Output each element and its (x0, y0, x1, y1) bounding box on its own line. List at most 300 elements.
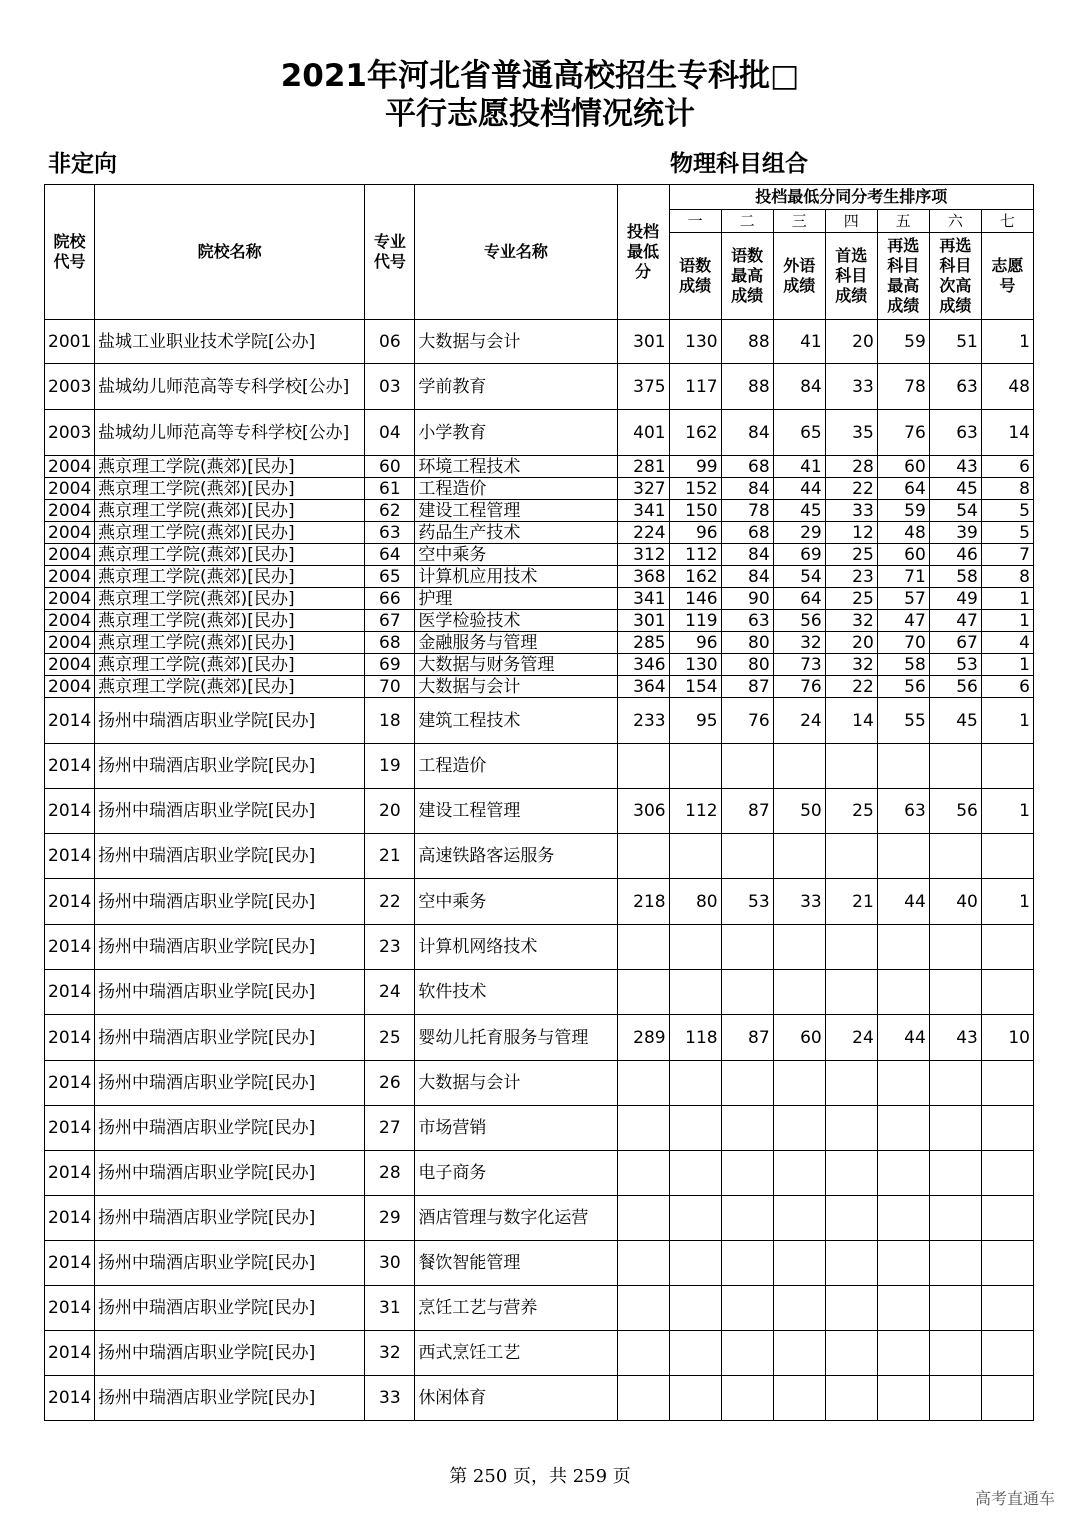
cell-zaixuan-second (929, 1061, 981, 1106)
cell-zhiyuan (981, 1376, 1033, 1421)
header-order-4: 四 (825, 210, 877, 233)
cell-school-name: 盐城幼儿师范高等专科学校[公办] (95, 364, 365, 410)
cell-yushu: 118 (669, 1015, 721, 1061)
cell-school-code: 2014 (45, 879, 95, 925)
table-row (45, 925, 1034, 970)
cell-major-name: 环境工程技术 (415, 456, 617, 478)
cell-major-code: 67 (365, 610, 415, 632)
cell-school-name: 扬州中瑞酒店职业学院[民办] (95, 1106, 365, 1151)
cell-school-name: 扬州中瑞酒店职业学院[民办] (95, 1286, 365, 1331)
cell-shouxuan (825, 1106, 877, 1151)
cell-major-name: 小学教育 (415, 410, 617, 456)
cell-min-score: 375 (617, 364, 669, 410)
cell-major-code: 61 (365, 478, 415, 500)
cell-yushu (669, 1331, 721, 1376)
header-school-code: 院校代号 (45, 185, 95, 320)
cell-min-score (617, 1376, 669, 1421)
cell-major-code: 26 (365, 1061, 415, 1106)
cell-zaixuan-max: 60 (877, 456, 929, 478)
cell-waiyu (773, 744, 825, 789)
admission-table (44, 184, 1034, 1421)
cell-yushu (669, 1376, 721, 1421)
cell-school-name: 扬州中瑞酒店职业学院[民办] (95, 1241, 365, 1286)
cell-yushu-max: 88 (721, 364, 773, 410)
cell-zhiyuan (981, 834, 1033, 879)
cell-school-name: 扬州中瑞酒店职业学院[民办] (95, 925, 365, 970)
cell-zaixuan-second: 46 (929, 544, 981, 566)
cell-major-name: 大数据与会计 (415, 676, 617, 698)
cell-major-code: 20 (365, 789, 415, 834)
table-row (45, 566, 1034, 588)
header-major-name: 专业名称 (415, 185, 617, 320)
cell-zaixuan-second: 63 (929, 364, 981, 410)
header-tie-item-1: 语数成绩 (669, 233, 721, 320)
cell-school-name: 扬州中瑞酒店职业学院[民办] (95, 970, 365, 1015)
cell-major-name: 建设工程管理 (415, 500, 617, 522)
cell-school-name: 扬州中瑞酒店职业学院[民办] (95, 1196, 365, 1241)
cell-yushu-max: 63 (721, 610, 773, 632)
cell-zaixuan-second (929, 1151, 981, 1196)
cell-major-name: 药品生产技术 (415, 522, 617, 544)
cell-yushu-max: 88 (721, 320, 773, 364)
cell-zhiyuan: 5 (981, 500, 1033, 522)
cell-zaixuan-second: 67 (929, 632, 981, 654)
cell-min-score: 364 (617, 676, 669, 698)
cell-yushu-max (721, 1286, 773, 1331)
cell-yushu-max (721, 834, 773, 879)
cell-zhiyuan (981, 1061, 1033, 1106)
cell-major-name: 护理 (415, 588, 617, 610)
cell-shouxuan (825, 1376, 877, 1421)
cell-major-code: 23 (365, 925, 415, 970)
cell-yushu-max (721, 744, 773, 789)
table-header (45, 185, 1034, 320)
header-tie-item-6: 再选科目次高成绩 (929, 233, 981, 320)
table-row (45, 1061, 1034, 1106)
cell-zhiyuan (981, 970, 1033, 1015)
cell-yushu: 130 (669, 320, 721, 364)
cell-school-code: 2014 (45, 1196, 95, 1241)
cell-zhiyuan (981, 1286, 1033, 1331)
cell-waiyu: 41 (773, 320, 825, 364)
table-row (45, 1196, 1034, 1241)
cell-school-name: 燕京理工学院(燕郊)[民办] (95, 588, 365, 610)
page-footer: 第 250 页，共 259 页 (449, 1466, 631, 1487)
cell-yushu: 117 (669, 364, 721, 410)
cell-zaixuan-max: 44 (877, 1015, 929, 1061)
cell-major-name: 西式烹饪工艺 (415, 1331, 617, 1376)
cell-yushu (669, 1286, 721, 1331)
cell-major-name: 计算机网络技术 (415, 925, 617, 970)
cell-school-name: 燕京理工学院(燕郊)[民办] (95, 478, 365, 500)
table-row (45, 544, 1034, 566)
header-order-5: 五 (877, 210, 929, 233)
cell-major-name: 空中乘务 (415, 879, 617, 925)
cell-min-score: 301 (617, 610, 669, 632)
table-row (45, 364, 1034, 410)
cell-zhiyuan (981, 1241, 1033, 1286)
cell-waiyu (773, 1196, 825, 1241)
cell-school-name: 燕京理工学院(燕郊)[民办] (95, 654, 365, 676)
cell-zaixuan-second (929, 925, 981, 970)
cell-zaixuan-second (929, 1331, 981, 1376)
cell-school-name: 扬州中瑞酒店职业学院[民办] (95, 879, 365, 925)
cell-school-code: 2014 (45, 789, 95, 834)
cell-school-code: 2014 (45, 1061, 95, 1106)
cell-shouxuan (825, 744, 877, 789)
header-tie-item-3: 外语成绩 (773, 233, 825, 320)
cell-school-code: 2004 (45, 676, 95, 698)
cell-zaixuan-max (877, 1331, 929, 1376)
cell-shouxuan: 33 (825, 364, 877, 410)
cell-zaixuan-second (929, 970, 981, 1015)
cell-zhiyuan: 1 (981, 654, 1033, 676)
cell-zhiyuan: 1 (981, 588, 1033, 610)
cell-shouxuan (825, 1196, 877, 1241)
cell-school-name: 燕京理工学院(燕郊)[民办] (95, 522, 365, 544)
cell-zaixuan-max (877, 1241, 929, 1286)
cell-min-score (617, 834, 669, 879)
cell-zhiyuan: 48 (981, 364, 1033, 410)
cell-zaixuan-second: 56 (929, 676, 981, 698)
table-row (45, 1376, 1034, 1421)
cell-zhiyuan: 10 (981, 1015, 1033, 1061)
cell-major-name: 软件技术 (415, 970, 617, 1015)
cell-school-code: 2004 (45, 522, 95, 544)
cell-shouxuan: 32 (825, 610, 877, 632)
cell-min-score: 368 (617, 566, 669, 588)
table-row (45, 1106, 1034, 1151)
cell-school-code: 2014 (45, 925, 95, 970)
header-order-2: 二 (721, 210, 773, 233)
header-tie-item-7: 志愿号 (981, 233, 1033, 320)
cell-zaixuan-max: 60 (877, 544, 929, 566)
cell-zhiyuan: 14 (981, 410, 1033, 456)
cell-yushu-max: 87 (721, 676, 773, 698)
cell-major-name: 电子商务 (415, 1151, 617, 1196)
cell-school-name: 燕京理工学院(燕郊)[民办] (95, 610, 365, 632)
cell-yushu: 150 (669, 500, 721, 522)
cell-shouxuan (825, 1331, 877, 1376)
cell-zhiyuan: 4 (981, 632, 1033, 654)
cell-major-name: 高速铁路客运服务 (415, 834, 617, 879)
cell-yushu-max (721, 1151, 773, 1196)
cell-waiyu (773, 1331, 825, 1376)
cell-major-code: 03 (365, 364, 415, 410)
cell-zhiyuan (981, 1196, 1033, 1241)
cell-school-code: 2014 (45, 1286, 95, 1331)
subtitle-non-directed: 非定向 (48, 151, 117, 177)
cell-school-code: 2003 (45, 364, 95, 410)
cell-zaixuan-max (877, 1286, 929, 1331)
cell-zaixuan-second: 58 (929, 566, 981, 588)
cell-major-name: 酒店管理与数字化运营 (415, 1196, 617, 1241)
cell-zhiyuan (981, 744, 1033, 789)
cell-school-code: 2014 (45, 744, 95, 789)
cell-zaixuan-max: 63 (877, 789, 929, 834)
table-row (45, 970, 1034, 1015)
header-tie-item-5: 再选科目最高成绩 (877, 233, 929, 320)
cell-zaixuan-max: 70 (877, 632, 929, 654)
cell-shouxuan (825, 834, 877, 879)
cell-major-name: 计算机应用技术 (415, 566, 617, 588)
cell-major-name: 餐饮智能管理 (415, 1241, 617, 1286)
cell-zhiyuan: 6 (981, 456, 1033, 478)
cell-min-score (617, 1106, 669, 1151)
cell-zaixuan-second (929, 1241, 981, 1286)
cell-zhiyuan: 1 (981, 698, 1033, 744)
cell-min-score (617, 1286, 669, 1331)
cell-school-code: 2001 (45, 320, 95, 364)
cell-waiyu: 33 (773, 879, 825, 925)
cell-school-code: 2004 (45, 632, 95, 654)
cell-shouxuan: 28 (825, 456, 877, 478)
cell-school-name: 燕京理工学院(燕郊)[民办] (95, 500, 365, 522)
cell-yushu (669, 970, 721, 1015)
header-order-6: 六 (929, 210, 981, 233)
cell-shouxuan: 25 (825, 544, 877, 566)
cell-major-name: 建设工程管理 (415, 789, 617, 834)
cell-zaixuan-second: 51 (929, 320, 981, 364)
cell-yushu: 80 (669, 879, 721, 925)
cell-zaixuan-second: 54 (929, 500, 981, 522)
cell-yushu: 152 (669, 478, 721, 500)
table-row (45, 744, 1034, 789)
cell-yushu-max (721, 1106, 773, 1151)
cell-yushu (669, 1106, 721, 1151)
cell-waiyu (773, 1151, 825, 1196)
cell-min-score (617, 970, 669, 1015)
cell-major-name: 学前教育 (415, 364, 617, 410)
cell-zaixuan-second (929, 744, 981, 789)
cell-school-name: 扬州中瑞酒店职业学院[民办] (95, 789, 365, 834)
cell-min-score: 289 (617, 1015, 669, 1061)
cell-shouxuan: 21 (825, 879, 877, 925)
cell-school-name: 扬州中瑞酒店职业学院[民办] (95, 834, 365, 879)
header-order-1: 一 (669, 210, 721, 233)
table-row (45, 478, 1034, 500)
cell-zaixuan-second: 40 (929, 879, 981, 925)
cell-min-score: 327 (617, 478, 669, 500)
cell-school-name: 盐城工业职业技术学院[公办] (95, 320, 365, 364)
cell-zaixuan-second (929, 1376, 981, 1421)
cell-school-code: 2014 (45, 970, 95, 1015)
cell-zaixuan-second: 63 (929, 410, 981, 456)
cell-school-name: 燕京理工学院(燕郊)[民办] (95, 632, 365, 654)
cell-major-code: 70 (365, 676, 415, 698)
cell-yushu: 154 (669, 676, 721, 698)
cell-zaixuan-max: 71 (877, 566, 929, 588)
cell-zaixuan-max: 44 (877, 879, 929, 925)
header-order-3: 三 (773, 210, 825, 233)
cell-shouxuan (825, 970, 877, 1015)
table-row (45, 500, 1034, 522)
cell-waiyu: 41 (773, 456, 825, 478)
cell-zaixuan-max (877, 834, 929, 879)
subtitle-subject-group: 物理科目组合 (670, 151, 808, 177)
header-tie-group: 投档最低分同分考生排序项 (669, 185, 1033, 210)
cell-yushu (669, 1061, 721, 1106)
cell-min-score: 341 (617, 588, 669, 610)
cell-zaixuan-second: 39 (929, 522, 981, 544)
table-row (45, 320, 1034, 364)
cell-min-score: 401 (617, 410, 669, 456)
cell-min-score: 301 (617, 320, 669, 364)
cell-zaixuan-max (877, 1196, 929, 1241)
cell-yushu-max: 87 (721, 789, 773, 834)
header-major-code: 专业代号 (365, 185, 415, 320)
cell-zaixuan-second: 56 (929, 789, 981, 834)
cell-shouxuan: 25 (825, 789, 877, 834)
cell-yushu (669, 1241, 721, 1286)
cell-shouxuan (825, 1241, 877, 1286)
table-row (45, 522, 1034, 544)
cell-waiyu: 60 (773, 1015, 825, 1061)
cell-min-score (617, 1331, 669, 1376)
cell-yushu-max (721, 1331, 773, 1376)
cell-yushu: 162 (669, 566, 721, 588)
cell-yushu-max: 80 (721, 654, 773, 676)
cell-zhiyuan (981, 1331, 1033, 1376)
cell-school-name: 扬州中瑞酒店职业学院[民办] (95, 698, 365, 744)
cell-zhiyuan: 1 (981, 320, 1033, 364)
cell-zaixuan-max (877, 1376, 929, 1421)
header-min-score: 投档最低分 (617, 185, 669, 320)
cell-zaixuan-max: 64 (877, 478, 929, 500)
cell-yushu-max: 78 (721, 500, 773, 522)
cell-school-code: 2014 (45, 1241, 95, 1286)
cell-major-code: 28 (365, 1151, 415, 1196)
cell-school-name: 扬州中瑞酒店职业学院[民办] (95, 1151, 365, 1196)
cell-zhiyuan (981, 925, 1033, 970)
cell-min-score (617, 744, 669, 789)
cell-yushu: 146 (669, 588, 721, 610)
cell-yushu: 96 (669, 522, 721, 544)
header-tie-item-4: 首选科目成绩 (825, 233, 877, 320)
cell-waiyu: 29 (773, 522, 825, 544)
cell-school-code: 2004 (45, 566, 95, 588)
cell-zaixuan-max (877, 1061, 929, 1106)
cell-school-code: 2004 (45, 456, 95, 478)
cell-yushu-max (721, 1196, 773, 1241)
cell-shouxuan: 23 (825, 566, 877, 588)
cell-waiyu: 76 (773, 676, 825, 698)
cell-major-code: 22 (365, 879, 415, 925)
cell-waiyu: 64 (773, 588, 825, 610)
cell-waiyu: 32 (773, 632, 825, 654)
cell-yushu: 95 (669, 698, 721, 744)
cell-yushu-max: 84 (721, 544, 773, 566)
cell-min-score: 346 (617, 654, 669, 676)
cell-shouxuan: 33 (825, 500, 877, 522)
cell-major-name: 空中乘务 (415, 544, 617, 566)
cell-yushu-max: 84 (721, 566, 773, 588)
cell-yushu-max: 68 (721, 456, 773, 478)
table-row (45, 698, 1034, 744)
cell-waiyu: 45 (773, 500, 825, 522)
cell-zhiyuan: 6 (981, 676, 1033, 698)
cell-school-name: 扬州中瑞酒店职业学院[民办] (95, 744, 365, 789)
cell-waiyu: 54 (773, 566, 825, 588)
cell-min-score: 281 (617, 456, 669, 478)
cell-zhiyuan: 7 (981, 544, 1033, 566)
cell-major-code: 19 (365, 744, 415, 789)
table-row (45, 879, 1034, 925)
cell-shouxuan (825, 1061, 877, 1106)
cell-min-score: 233 (617, 698, 669, 744)
cell-zhiyuan: 8 (981, 478, 1033, 500)
cell-major-code: 29 (365, 1196, 415, 1241)
cell-zaixuan-max: 76 (877, 410, 929, 456)
cell-school-code: 2014 (45, 1376, 95, 1421)
cell-min-score: 224 (617, 522, 669, 544)
cell-major-name: 医学检验技术 (415, 610, 617, 632)
cell-school-code: 2014 (45, 834, 95, 879)
cell-major-name: 婴幼儿托育服务与管理 (415, 1015, 617, 1061)
cell-school-code: 2004 (45, 544, 95, 566)
cell-major-name: 建筑工程技术 (415, 698, 617, 744)
cell-zaixuan-max: 78 (877, 364, 929, 410)
cell-shouxuan: 22 (825, 478, 877, 500)
cell-yushu: 99 (669, 456, 721, 478)
cell-school-name: 扬州中瑞酒店职业学院[民办] (95, 1331, 365, 1376)
cell-shouxuan: 22 (825, 676, 877, 698)
cell-major-name: 工程造价 (415, 478, 617, 500)
cell-shouxuan: 12 (825, 522, 877, 544)
cell-zaixuan-max: 59 (877, 320, 929, 364)
cell-waiyu (773, 1106, 825, 1151)
cell-major-name: 工程造价 (415, 744, 617, 789)
cell-school-name: 燕京理工学院(燕郊)[民办] (95, 544, 365, 566)
cell-zaixuan-second: 43 (929, 1015, 981, 1061)
cell-min-score: 218 (617, 879, 669, 925)
table-row (45, 1015, 1034, 1061)
cell-waiyu: 56 (773, 610, 825, 632)
cell-school-code: 2014 (45, 1015, 95, 1061)
header-tie-item-2: 语数最高成绩 (721, 233, 773, 320)
cell-zhiyuan: 1 (981, 610, 1033, 632)
cell-zaixuan-max: 57 (877, 588, 929, 610)
cell-shouxuan: 35 (825, 410, 877, 456)
cell-zaixuan-max (877, 970, 929, 1015)
cell-shouxuan: 20 (825, 320, 877, 364)
table-row (45, 1286, 1034, 1331)
cell-zaixuan-second: 53 (929, 654, 981, 676)
cell-zaixuan-max (877, 1151, 929, 1196)
table-row (45, 1241, 1034, 1286)
cell-zaixuan-second (929, 1286, 981, 1331)
cell-zaixuan-max (877, 744, 929, 789)
cell-major-name: 烹饪工艺与营养 (415, 1286, 617, 1331)
table-row (45, 632, 1034, 654)
table-body (45, 320, 1034, 1421)
cell-yushu-max: 84 (721, 478, 773, 500)
header-school-name: 院校名称 (95, 185, 365, 320)
table-row (45, 588, 1034, 610)
cell-school-code: 2004 (45, 610, 95, 632)
cell-school-code: 2003 (45, 410, 95, 456)
cell-zaixuan-second: 45 (929, 698, 981, 744)
cell-zaixuan-max (877, 1106, 929, 1151)
cell-zaixuan-second (929, 1196, 981, 1241)
cell-zaixuan-max: 55 (877, 698, 929, 744)
cell-school-name: 盐城幼儿师范高等专科学校[公办] (95, 410, 365, 456)
table-row (45, 676, 1034, 698)
cell-waiyu: 73 (773, 654, 825, 676)
cell-yushu (669, 1196, 721, 1241)
cell-major-code: 31 (365, 1286, 415, 1331)
cell-school-name: 燕京理工学院(燕郊)[民办] (95, 566, 365, 588)
